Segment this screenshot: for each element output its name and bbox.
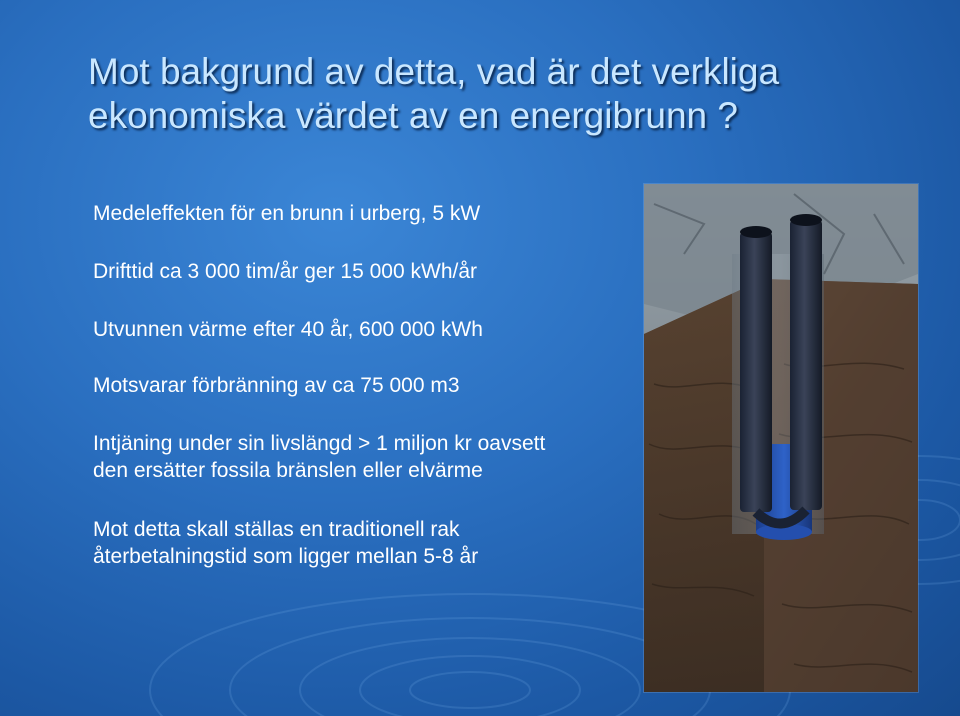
paragraph-line: den ersätter fossila bränslen eller elvärme	[93, 459, 483, 482]
borehole-cross-section-illustration	[644, 184, 918, 692]
paragraph-line: Intjäning under sin livslängd > 1 miljon kr oavsett	[93, 432, 546, 455]
paragraph-line: Motsvarar förbränning av ca 75 000 m3	[93, 374, 460, 397]
paragraph-operating-time	[93, 258, 633, 285]
paragraph-extracted-heat	[93, 316, 633, 343]
paragraph-line: Mot detta skall ställas en traditionell rak	[93, 518, 460, 541]
paragraph-payback-time	[93, 516, 633, 570]
borehole-illustration	[644, 184, 918, 692]
paragraph-average-power	[93, 200, 633, 227]
paragraph-line: Utvunnen värme efter 40 år, 600 000 kWh	[93, 318, 483, 341]
paragraph-line: återbetalningstid som ligger mellan 5-8 år	[93, 545, 479, 568]
title-line-1: Mot bakgrund av detta, vad är det verkliga	[88, 51, 780, 92]
slide-title	[88, 50, 888, 138]
paragraph-line: Drifttid ca 3 000 tim/år ger 15 000 kWh/år	[93, 260, 477, 283]
paragraph-combustion-equivalent	[93, 372, 633, 399]
title-line-2: ekonomiska värdet av en energibrunn ?	[88, 95, 738, 136]
paragraph-line: Medeleffekten för en brunn i urberg, 5 kW	[93, 202, 481, 225]
paragraph-lifetime-earnings	[93, 430, 633, 484]
